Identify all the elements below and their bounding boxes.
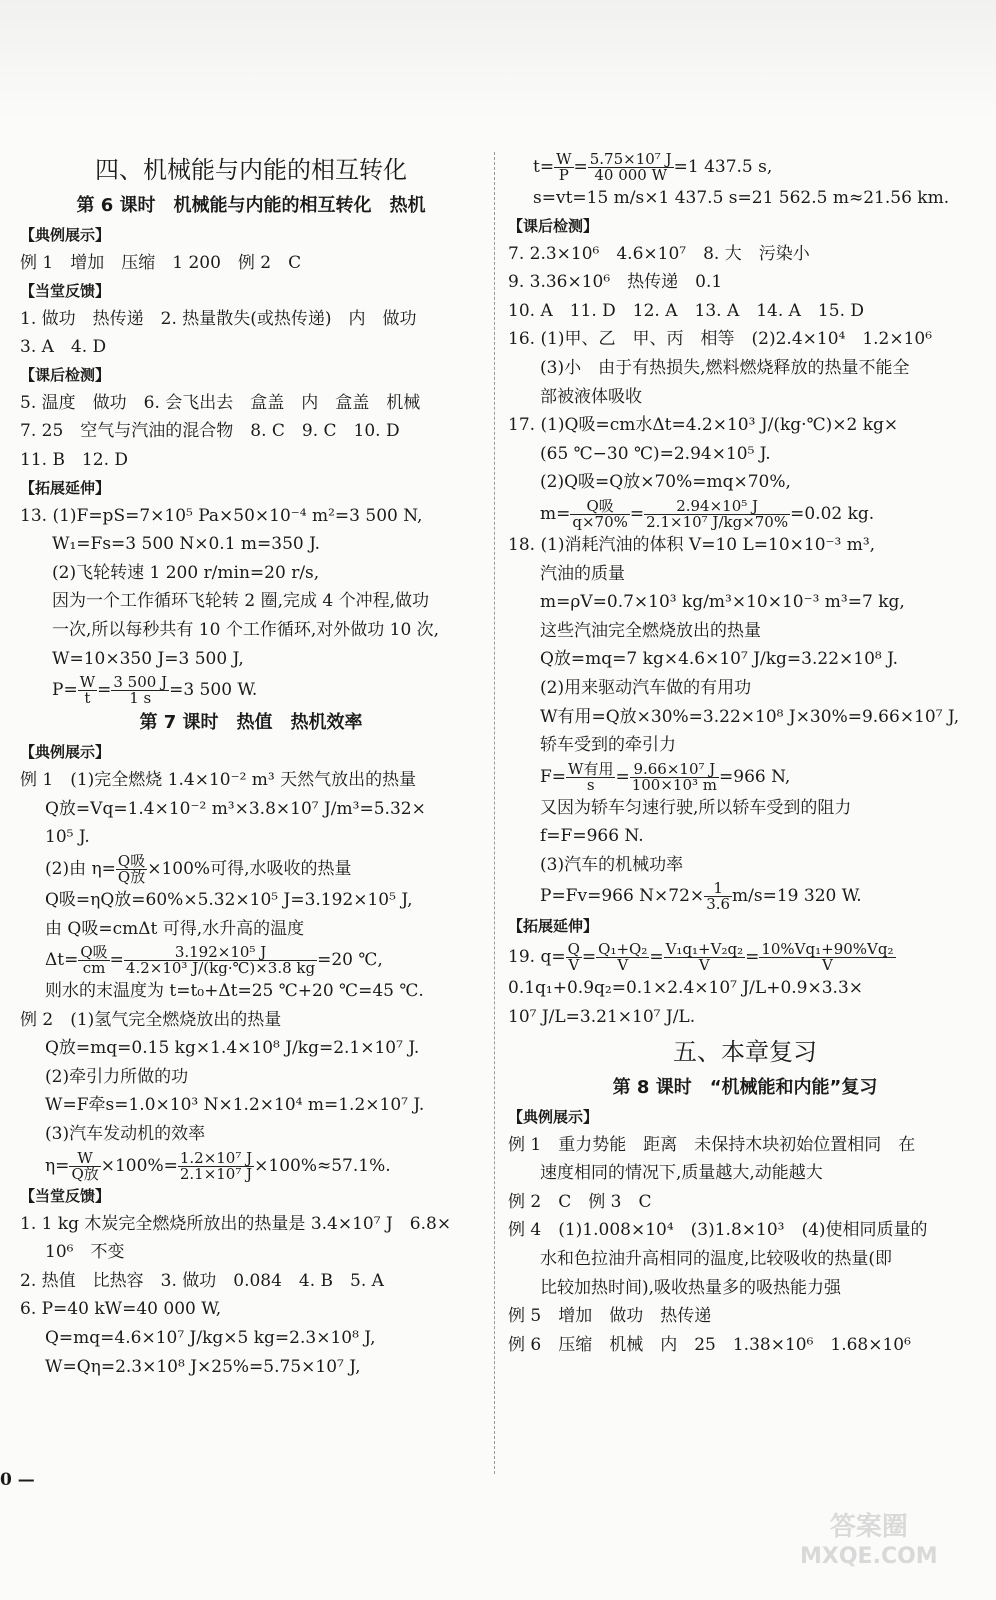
answer-line: (2)用来驱动汽车做的有用功	[540, 677, 752, 698]
numerator: 1.2×10⁷ J	[179, 1148, 253, 1167]
formula-text: t=	[533, 157, 555, 177]
numerator: Q吸	[570, 499, 630, 515]
numerator: Q吸	[117, 851, 146, 870]
numerator: Q₁+Q₂	[598, 940, 648, 959]
denominator: V	[568, 956, 580, 975]
denominator: 3.6	[706, 895, 731, 914]
denominator: Q放	[71, 1164, 99, 1183]
answer-line: 又因为轿车匀速行驶,所以轿车受到的阻力	[540, 797, 852, 818]
fraction	[69, 1148, 100, 1183]
answer-line: 则水的末温度为 t=t₀+Δt=25 ℃+20 ℃=45 ℃.	[45, 981, 424, 1002]
formula-line	[508, 150, 982, 184]
denominator: P	[558, 166, 569, 184]
formula-line	[508, 497, 982, 531]
formula-text: =0.02 kg.	[790, 503, 875, 524]
answer-line: 例 2 (1)氢气完全燃烧放出的热量	[20, 1009, 282, 1030]
watermark-logo	[800, 1512, 938, 1572]
formula-line	[508, 879, 982, 913]
section-title: 四、机械能与内能的相互转化	[95, 156, 407, 184]
formula-text: =	[649, 947, 664, 968]
answer-line: 速度相同的情况下,质量越大,动能越大	[540, 1163, 823, 1184]
watermark-line: MXQE.COM	[800, 1544, 938, 1569]
answer-line: 7. 25 空气与汽油的混合物 8. C 9. C 10. D	[20, 421, 400, 442]
answer-line: 10⁶ 不变	[45, 1242, 125, 1263]
section-title: 五、本章复习	[673, 1037, 817, 1066]
denominator: q×70%	[572, 512, 628, 531]
answer-line: 1. 做功 热传递 2. 热量散失(或热传递) 内 做功	[20, 308, 417, 329]
formula-line	[508, 760, 982, 794]
answer-line: 11. B 12. D	[20, 449, 129, 470]
answer-line: 由 Q吸=cmΔt 可得,水升高的温度	[45, 918, 305, 939]
answer-line: 例 6 压缩 机械 内 25 1.38×10⁶ 1.68×10⁶	[508, 1334, 911, 1355]
numerator: V₁q₁+V₂q₂	[665, 940, 744, 959]
formula-text: m/s=19 320 W.	[732, 886, 862, 907]
formula-text: =	[615, 766, 630, 787]
right-column	[508, 150, 982, 1359]
answer-line: (3)汽车的机械功率	[540, 854, 684, 875]
formula-text: m=	[540, 503, 571, 524]
numerator: Q吸	[80, 943, 108, 962]
column-divider	[494, 152, 496, 1474]
answer-line: (2)牵引力所做的功	[45, 1066, 189, 1087]
answer-line: 水和色拉油升高相同的温度,比较吸收的热量(即	[540, 1249, 893, 1270]
answer-line: 例 5 增加 做功 热传递	[508, 1306, 712, 1327]
formula-text: η=	[45, 1155, 70, 1176]
formula-text: =	[629, 503, 645, 524]
answer-line: 5. 温度 做功 6. 会飞出去 盒盖 内 盒盖 机械	[20, 392, 421, 413]
formula-text: F=	[540, 766, 567, 787]
answer-line: (2)飞轮转速 1 200 r/min=20 r/s,	[52, 562, 320, 583]
answer-line: (3)汽车发动机的效率	[45, 1124, 206, 1145]
formula-text: =1 437.5 s,	[673, 157, 773, 177]
numerator: W	[556, 150, 572, 168]
page-number: 0 —	[0, 1470, 35, 1490]
answer-line: 13. (1)F=pS=7×10⁵ Pa×50×10⁻⁴ m²=3 500 N,	[20, 505, 423, 526]
fraction	[78, 945, 109, 976]
answer-line: m=ρV=0.7×10³ kg/m³×10×10⁻³ m³=7 kg,	[540, 592, 905, 613]
denominator: 100×10³ m	[631, 775, 718, 794]
fraction	[78, 675, 97, 706]
answer-line: 例 1 (1)完全燃烧 1.4×10⁻² m³ 天然气放出的热量	[20, 770, 417, 791]
denominator: 40 000 W	[594, 166, 668, 184]
answer-line: s=vt=15 m/s×1 437.5 s=21 562.5 m≈21.56 km.	[533, 188, 950, 208]
answer-line: 10. A 11. D 12. A 13. A 14. A 15. D	[508, 300, 865, 321]
formula-text: =	[581, 947, 597, 968]
fraction	[644, 496, 790, 531]
formula-text: =20 ℃,	[317, 950, 383, 971]
formula-text: =	[109, 950, 124, 971]
fraction	[704, 881, 732, 912]
fraction	[630, 759, 719, 794]
fraction	[554, 152, 573, 183]
formula-text: =	[97, 680, 112, 701]
formula-text: Δt=	[45, 950, 79, 971]
numerator: 1	[704, 881, 732, 897]
answer-line: W=Qη=2.3×10⁸ J×25%=5.75×10⁷ J,	[45, 1356, 361, 1377]
numerator: W有用	[568, 759, 614, 778]
fraction	[124, 945, 317, 976]
lesson-title: 第 7 课时 热值 热机效率	[139, 712, 363, 734]
answer-line: 1. 1 kg 木炭完全燃烧所放出的热量是 3.4×10⁷ J 6.8×	[20, 1213, 452, 1234]
answer-line: (3)小 由于有热损失,燃料燃烧释放的热量不能全	[540, 357, 910, 378]
formula-text: P=	[52, 680, 78, 701]
denominator: Q放	[117, 867, 146, 886]
answer-line: Q放=mq=0.15 kg×1.4×10⁸ J/kg=2.1×10⁷ J.	[45, 1038, 420, 1059]
numerator: 9.66×10⁷ J	[630, 762, 719, 778]
subsection-heading: 【当堂反馈】	[20, 281, 111, 300]
denominator: V	[822, 956, 833, 975]
answer-line: f=F=966 N.	[540, 826, 644, 847]
answer-line: W有用=Q放×30%=3.22×10⁸ J×30%=9.66×10⁷ J,	[540, 706, 960, 727]
formula-text: =	[745, 947, 760, 968]
numerator: 5.75×10⁷ J	[589, 150, 672, 168]
top-shade	[0, 0, 996, 120]
formula-line	[20, 673, 482, 707]
answer-line: Q放=mq=7 kg×4.6×10⁷ J/kg=3.22×10⁸ J.	[540, 649, 899, 670]
formula-text: ×100%=	[100, 1155, 178, 1176]
formula-text: (2)由 η=	[45, 858, 116, 879]
answer-line: Q放=Vq=1.4×10⁻² m³×3.8×10⁷ J/m³=5.32×	[45, 798, 426, 819]
denominator: cm	[82, 959, 106, 978]
subsection-heading: 【当堂反馈】	[20, 1186, 111, 1205]
numerator: 3 500 J	[113, 673, 168, 692]
answer-line: 例 1 增加 压缩 1 200 例 2 C	[20, 253, 302, 273]
numerator: 3.192×10⁵ J	[124, 945, 317, 961]
fraction	[570, 496, 630, 531]
answer-line: 因为一个工作循环飞轮转 2 圈,完成 4 个冲程,做功	[52, 591, 430, 612]
answer-line: W=10×350 J=3 500 J,	[52, 648, 244, 669]
answer-line: 例 1 重力势能 距离 未保持木块初始位置相同 在	[508, 1134, 916, 1155]
formula-text: =3 500 W.	[169, 680, 258, 701]
formula-text: =966 N,	[719, 766, 791, 787]
fraction	[178, 1148, 254, 1183]
fraction	[596, 942, 649, 973]
denominator: t	[84, 689, 91, 708]
formula-text: ×100%可得,水吸收的热量	[147, 858, 352, 879]
answer-line: W₁=Fs=3 500 N×0.1 m=350 J.	[52, 534, 321, 555]
subsection-heading: 【典例展示】	[20, 226, 111, 244]
numerator: W	[69, 1151, 100, 1167]
answer-line: W=F牵s=1.0×10³ N×1.2×10⁴ m=1.2×10⁷ J.	[45, 1095, 425, 1116]
subsection-heading: 【拓展延伸】	[20, 478, 111, 497]
formula-text: =	[573, 157, 588, 177]
answer-line: 部被液体吸收	[540, 386, 642, 407]
answer-line: 9. 3.36×10⁶ 热传递 0.1	[508, 272, 723, 293]
answer-line: Q吸=ηQ放=60%×5.32×10⁵ J=3.192×10⁵ J,	[45, 889, 413, 910]
numerator: 10%Vq₁+90%Vq₂	[761, 940, 894, 959]
answer-line: Q=mq=4.6×10⁷ J/kg×5 kg=2.3×10⁸ J,	[45, 1328, 376, 1349]
answer-line: 2. 热值 比热容 3. 做功 0.084 4. B 5. A	[20, 1270, 384, 1291]
answer-line: (65 ℃−30 ℃)=2.94×10⁵ J.	[540, 443, 771, 464]
fraction	[566, 759, 615, 794]
subsection-heading: 【课后检测】	[508, 216, 599, 235]
answer-line: 这些汽油完全燃烧放出的热量	[540, 620, 761, 641]
answer-line: 6. P=40 kW=40 000 W,	[20, 1299, 222, 1320]
fraction	[566, 942, 582, 973]
numerator: W	[79, 673, 96, 692]
answer-line: 0.1q₁+0.9q₂=0.1×2.4×10⁷ J/L+0.9×3.3×	[508, 978, 863, 999]
denominator: 4.2×10³ J/(kg·℃)×3.8 kg	[125, 959, 316, 978]
fraction	[116, 851, 147, 886]
answer-line: 比较加热时间),吸收热量多的吸热能力强	[540, 1277, 842, 1298]
denominator: 2.1×10⁷ J	[179, 1164, 253, 1183]
answer-line: 18. (1)消耗汽油的体积 V=10 L=10×10⁻³ m³,	[508, 534, 876, 555]
answer-line: 一次,所以每秒共有 10 个工作循环,对外做功 10 次,	[52, 619, 440, 640]
numerator: 2.94×10⁵ J	[644, 499, 790, 515]
denominator: s	[586, 775, 595, 794]
formula-line	[20, 852, 482, 886]
formula-line	[20, 943, 482, 977]
fraction	[664, 942, 746, 973]
denominator: 2.1×10⁷ J/kg×70%	[646, 512, 789, 531]
fraction	[588, 152, 674, 183]
answer-line: 汽油的质量	[540, 563, 625, 584]
answer-line: 10⁷ J/L=3.21×10⁷ J/L.	[508, 1007, 696, 1028]
answer-line: 例 2 C 例 3 C	[508, 1191, 652, 1212]
fraction	[111, 675, 169, 706]
left-column	[20, 150, 482, 1381]
answer-line: 例 4 (1)1.008×10⁴ (3)1.8×10³ (4)使相同质量的	[508, 1220, 928, 1241]
answer-line: (2)Q吸=Q放×70%=mq×70%,	[540, 472, 791, 493]
subsection-heading: 【课后检测】	[20, 365, 111, 384]
answer-line: 10⁵ J.	[45, 827, 90, 848]
lesson-title: 第 8 课时 “机械能和内能”复习	[612, 1076, 878, 1098]
formula-line	[508, 940, 982, 974]
lesson-title: 第 6 课时 机械能与内能的相互转化 热机	[76, 195, 426, 216]
subsection-heading: 【拓展延伸】	[508, 917, 599, 936]
formula-line	[20, 1149, 482, 1183]
formula-text: P=Fv=966 N×72×	[540, 886, 705, 907]
answer-line: 7. 2.3×10⁶ 4.6×10⁷ 8. 大 污染小	[508, 243, 810, 264]
numerator: Q	[567, 940, 580, 959]
answer-line: 16. (1)甲、乙 甲、丙 相等 (2)2.4×10⁴ 1.2×10⁶	[508, 329, 933, 350]
subsection-heading: 【典例展示】	[508, 1107, 599, 1126]
formula-text: ×100%≈57.1%.	[254, 1155, 391, 1176]
subsection-heading: 【典例展示】	[20, 743, 111, 762]
denominator: V	[617, 956, 629, 975]
answer-line: 轿车受到的牵引力	[540, 735, 676, 756]
denominator: 1 s	[129, 689, 152, 708]
denominator: V	[698, 956, 710, 975]
fraction	[759, 942, 895, 973]
watermark-line: 答案圈	[829, 1512, 908, 1542]
answer-line: 17. (1)Q吸=cm水Δt=4.2×10³ J/(kg·℃)×2 kg×	[508, 415, 899, 436]
formula-text: 19. q=	[508, 947, 566, 968]
answer-line: 3. A 4. D	[20, 337, 107, 358]
